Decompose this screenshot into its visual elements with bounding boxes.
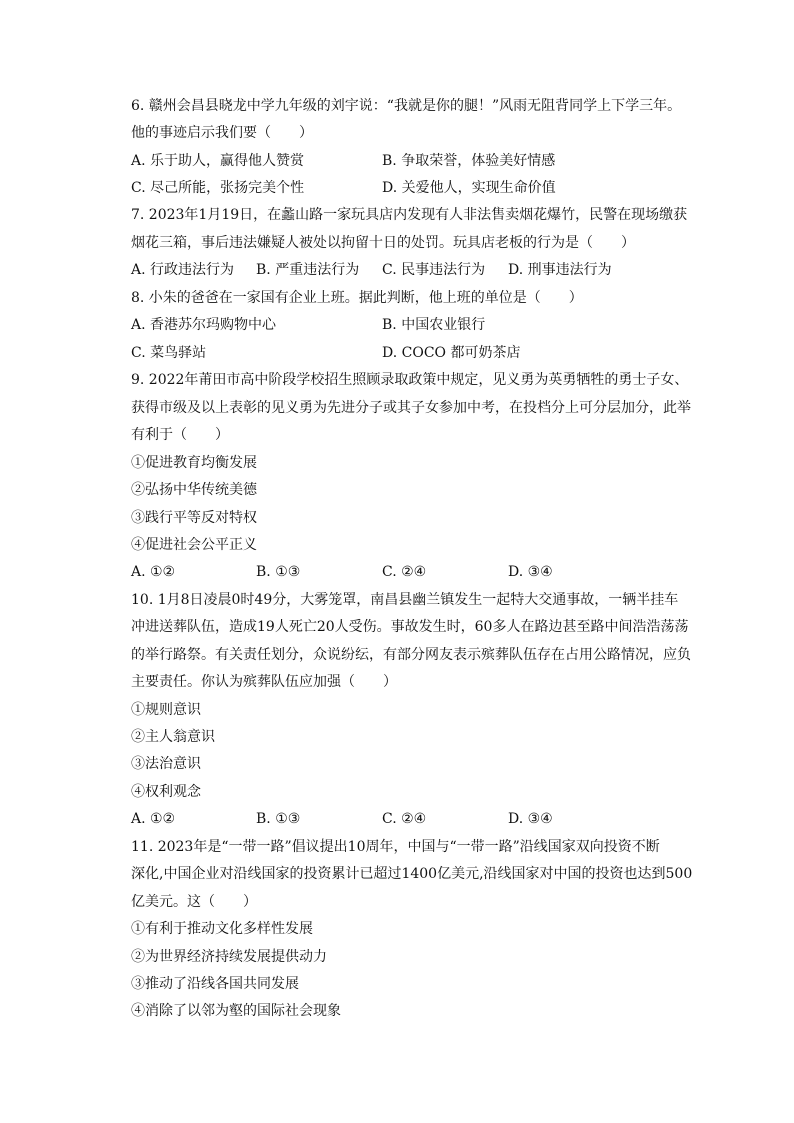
- question-11-item-3: ③推动了沿线各国共同发展: [131, 976, 299, 992]
- question-11-stem-line-3: 亿美元。这（ ）: [131, 894, 257, 910]
- question-11-stem-line-2: 深化,中国企业对沿线国家的投资累计已超过1400亿美元,沿线国家对中国的投资也达到500: [131, 866, 693, 882]
- question-10-stem-line-1: 10. 1月8日凌晨0时49分，大雾笼罩，南昌县幽兰镇发生一起特大交通事故，一辆半挂车: [131, 592, 679, 608]
- question-10-stem-line-3: 的举行路祭。有关责任划分，众说纷纭，有部分网友表示殡葬队伍存在占用公路情况，应负: [131, 647, 691, 663]
- question-9-option-a: A. ①②: [131, 564, 176, 580]
- question-7-option-d: D. 刑事违法行为: [508, 262, 612, 278]
- question-8-option-a: A. 香港苏尔玛购物中心: [131, 317, 277, 333]
- question-8-stem-line-1: 8. 小朱的爸爸在一家国有企业上班。据此判断，他上班的单位是（ ）: [131, 290, 583, 306]
- question-9-option-b: B. ①③: [256, 564, 301, 580]
- question-9-option-c: C. ②④: [382, 564, 427, 580]
- question-7-option-b: B. 严重违法行为: [256, 262, 360, 278]
- question-6-option-a: A. 乐于助人，赢得他人赞赏: [131, 153, 305, 169]
- question-9-stem-line-2: 获得市级及以上表彰的见义勇为先进分子或其子女参加中考，在投档分上可分层加分，此举: [131, 400, 691, 416]
- question-6-option-d: D. 关爱他人，实现生命价值: [382, 180, 556, 196]
- question-6-stem-line-2: 他的事迹启示我们要（ ）: [131, 125, 313, 141]
- question-10-item-4: ④权利观念: [131, 784, 201, 800]
- question-6-option-c: C. 尽己所能，张扬完美个性: [131, 180, 305, 196]
- question-7-stem-line-1: 7. 2023年1月19日，在蠡山路一家玩具店内发现有人非法售卖烟花爆竹，民警在现场缴获: [131, 207, 688, 223]
- question-9-item-4: ④促进社会公平正义: [131, 537, 257, 553]
- question-10-option-b: B. ①③: [256, 811, 301, 827]
- question-10-item-2: ②主人翁意识: [131, 729, 215, 745]
- question-11-item-4: ④消除了以邻为壑的国际社会现象: [131, 1003, 341, 1019]
- question-9-item-1: ①促进教育均衡发展: [131, 455, 257, 471]
- question-7-stem-line-2: 烟花三箱，事后违法嫌疑人被处以拘留十日的处罚。玩具店老板的行为是（ ）: [131, 235, 635, 251]
- question-10-stem-line-2: 冲进送葬队伍，造成19人死亡20人受伤。事故发生时，60多人在路边甚至路中间浩浩荡荡: [131, 619, 689, 635]
- question-9-item-2: ②弘扬中华传统美德: [131, 482, 257, 498]
- question-8-option-b: B. 中国农业银行: [382, 317, 486, 333]
- question-11-item-2: ②为世界经济持续发展提供动力: [131, 949, 327, 965]
- question-6-option-b: B. 争取荣誉，体验美好情感: [382, 153, 556, 169]
- question-9-option-d: D. ③④: [508, 564, 553, 580]
- question-10-item-1: ①规则意识: [131, 702, 201, 718]
- question-8-option-d: D. COCO 都可奶茶店: [382, 345, 521, 361]
- question-10-item-3: ③法治意识: [131, 756, 201, 772]
- question-11-stem-line-1: 11. 2023年是“一带一路”倡议提出10周年，中国与“一带一路”沿线国家双向投资不断: [131, 839, 660, 855]
- question-9-stem-line-3: 有利于（ ）: [131, 427, 229, 443]
- question-8-option-c: C. 菜鸟驿站: [131, 345, 207, 361]
- question-7-option-c: C. 民事违法行为: [382, 262, 486, 278]
- question-11-item-1: ①有利于推动文化多样性发展: [131, 921, 313, 937]
- question-6-stem-line-1: 6. 赣州会昌县晓龙中学九年级的刘宇说：“我就是你的腿！”风雨无阻背同学上下学三年。: [131, 98, 682, 114]
- question-10-option-d: D. ③④: [508, 811, 553, 827]
- question-10-stem-line-4: 主要责任。你认为殡葬队伍应加强（ ）: [131, 674, 397, 690]
- question-9-stem-line-1: 9. 2022年莆田市高中阶段学校招生照顾录取政策中规定，见义勇为英勇牺牲的勇士子女、: [131, 372, 689, 388]
- question-7-option-a: A. 行政违法行为: [131, 262, 235, 278]
- question-10-option-c: C. ②④: [382, 811, 427, 827]
- question-9-item-3: ③践行平等反对特权: [131, 510, 257, 526]
- question-10-option-a: A. ①②: [131, 811, 176, 827]
